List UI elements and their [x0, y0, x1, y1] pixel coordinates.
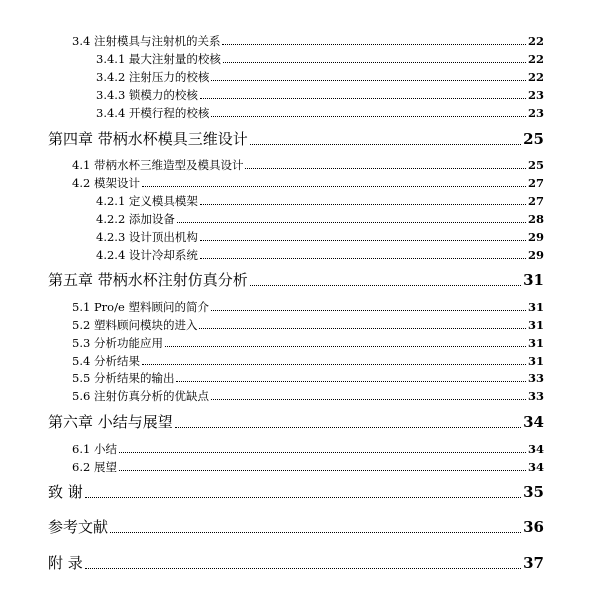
toc-section-entry [72, 388, 544, 403]
dot-leader [119, 470, 526, 471]
toc-entry-page-number: 29 [527, 229, 544, 244]
toc-section-entry [96, 247, 544, 262]
toc-entry-page-number: 31 [527, 335, 544, 350]
toc-section-entry [96, 229, 544, 244]
toc-chapter-entry [48, 485, 544, 500]
toc-entry-page-number: 33 [527, 370, 544, 385]
toc-section-entry [72, 459, 544, 474]
dot-leader [119, 452, 526, 453]
toc-entry-page-number: 27 [527, 193, 544, 208]
dot-leader [142, 186, 526, 187]
toc-entry-page-number: 23 [527, 87, 544, 102]
toc-entry-page-number: 28 [527, 211, 544, 226]
toc-entry-page-number: 29 [527, 247, 544, 262]
toc-entry-title: 附 录 [48, 554, 83, 572]
toc-entry-title: 4.2.1 定义模具模架 [96, 193, 198, 208]
dot-leader [199, 328, 526, 329]
toc-entry-title: 3.4.2 注射压力的校核 [96, 69, 210, 84]
toc-entry-title: 第六章 小结与展望 [48, 413, 173, 431]
toc-entry-page-number: 34 [527, 441, 544, 456]
toc-entry-title: 5.6 注射仿真分析的优缺点 [72, 388, 209, 403]
toc-entry-page-number: 31 [523, 271, 544, 289]
toc-section-entry [72, 157, 544, 172]
dot-leader [142, 364, 526, 365]
dot-leader [110, 532, 521, 533]
toc-section-entry [72, 335, 544, 350]
toc-entry-title: 3.4 注射模具与注射机的关系 [72, 33, 221, 48]
toc-entry-title: 3.4.1 最大注射量的校核 [96, 51, 221, 66]
dot-leader [211, 310, 526, 311]
toc-entry-title: 3.4.3 锁模力的校核 [96, 87, 198, 102]
toc-section-entry [72, 299, 544, 314]
dot-leader [211, 116, 526, 117]
toc-entry-title: 5.4 分析结果 [72, 353, 140, 368]
dot-leader [176, 381, 526, 382]
toc-entry-page-number: 31 [527, 317, 544, 332]
toc-entry-page-number: 23 [527, 105, 544, 120]
toc-entry-title: 4.2 模架设计 [72, 175, 140, 190]
toc-section-entry [72, 441, 544, 456]
dot-leader [200, 240, 526, 241]
toc-entry-title: 5.2 塑料顾问模块的进入 [72, 317, 198, 332]
toc-entry-page-number: 36 [523, 518, 544, 536]
dot-leader [85, 497, 521, 498]
toc-entry-page-number: 25 [523, 130, 544, 148]
dot-leader [250, 144, 521, 145]
toc-chapter-entry [48, 520, 544, 535]
dot-leader [250, 285, 521, 286]
toc-entry-title: 5.5 分析结果的输出 [72, 370, 175, 385]
toc-entry-title: 第四章 带柄水杯模具三维设计 [48, 130, 248, 148]
toc-entry-page-number: 22 [527, 51, 544, 66]
toc-chapter-entry [48, 132, 544, 147]
toc-entry-title: 5.1 Pro/e 塑料顾问的简介 [72, 299, 209, 314]
dot-leader [177, 222, 526, 223]
toc-section-entry [72, 175, 544, 190]
toc-section-entry [96, 69, 544, 84]
toc-entry-title: 4.2.4 设计冷却系统 [96, 247, 198, 262]
toc-entry-page-number: 31 [527, 299, 544, 314]
toc-section-entry [96, 51, 544, 66]
toc-entry-page-number: 34 [523, 413, 544, 431]
dot-leader [245, 168, 526, 169]
dot-leader [165, 346, 526, 347]
toc-entry-title: 6.1 小结 [72, 441, 117, 456]
toc-entry-title: 参考文献 [48, 518, 109, 536]
toc-section-entry [72, 370, 544, 385]
toc-section-entry [72, 317, 544, 332]
toc-entry-page-number: 37 [523, 554, 544, 572]
dot-leader [200, 258, 526, 259]
toc-section-entry [96, 87, 544, 102]
dot-leader [211, 80, 526, 81]
dot-leader [223, 62, 526, 63]
dot-leader [85, 568, 521, 569]
toc-section-entry [72, 353, 544, 368]
dot-leader [200, 204, 526, 205]
toc-entry-title: 5.3 分析功能应用 [72, 335, 163, 350]
toc-section-entry [96, 105, 544, 120]
toc-entry-title: 6.2 展望 [72, 459, 117, 474]
toc-entry-title: 4.2.2 添加设备 [96, 211, 175, 226]
toc-entry-page-number: 33 [527, 388, 544, 403]
toc-section-entry [72, 33, 544, 48]
toc-chapter-entry [48, 273, 544, 288]
toc-entry-page-number: 22 [527, 33, 544, 48]
dot-leader [200, 98, 526, 99]
toc-entry-page-number: 25 [527, 157, 544, 172]
dot-leader [175, 427, 521, 428]
toc-chapter-entry [48, 556, 544, 571]
dot-leader [222, 44, 526, 45]
toc-entry-title: 4.2.3 设计顶出机构 [96, 229, 198, 244]
toc-entry-page-number: 27 [527, 175, 544, 190]
toc-entry-page-number: 34 [527, 459, 544, 474]
toc-entry-page-number: 35 [523, 483, 544, 501]
toc-entry-page-number: 31 [527, 353, 544, 368]
toc-chapter-entry [48, 415, 544, 430]
toc-section-entry [96, 211, 544, 226]
toc-entry-title: 4.1 带柄水杯三维造型及模具设计 [72, 157, 244, 172]
toc-entry-title: 致 谢 [48, 483, 83, 501]
toc-entry-title: 3.4.4 开模行程的校核 [96, 105, 210, 120]
toc-entry-page-number: 22 [527, 69, 544, 84]
toc-entry-title: 第五章 带柄水杯注射仿真分析 [48, 271, 248, 289]
toc-section-entry [96, 193, 544, 208]
dot-leader [211, 399, 526, 400]
